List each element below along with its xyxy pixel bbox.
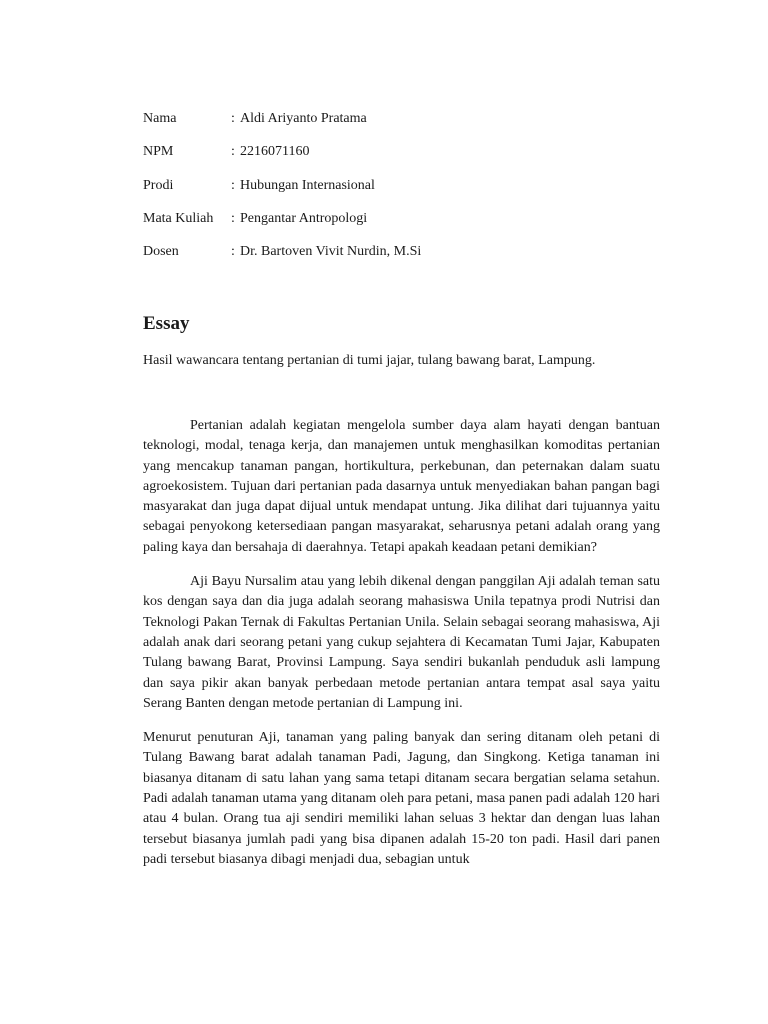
info-label: Mata Kuliah [143, 210, 214, 226]
essay-paragraph: Aji Bayu Nursalim atau yang lebih dikenal dengan panggilan Aji adalah teman satu kos dengan saya dan dia juga adalah seorang mahasiswa Unila tepatnya prodi Nutrisi dan Teknologi Pakan Ternak di Fakultas Pertanian Unila. Selain sebagai seorang mahasiswa, Aji adalah anak dari seorang petani yang cukup sejahtera di Kecamatan Tumi Jajar, Kabupaten Tulang bawang Barat, Provinsi Lampung. Saya sendiri bukanlah penduduk asli lampung dan saya pikir akan banyak perbedaan metode pertanian antara tempat asal saya yaitu Serang Banten dengan metode pertanian di Lampung ini. [143, 574, 660, 711]
essay-body [143, 416, 660, 884]
info-value: Pengantar Antropologi [240, 210, 368, 226]
info-row-prodi [143, 177, 663, 210]
info-separator: : [231, 210, 235, 226]
info-row-mata-kuliah [143, 210, 663, 243]
student-info-block [143, 110, 663, 276]
info-row-npm [143, 143, 663, 176]
essay-paragraph: Menurut penuturan Aji, tanaman yang paling banyak dan sering ditanam oleh petani di Tulang Bawang barat adalah tanaman Padi, Jagung, dan Singkong. Ketiga tanaman ini biasanya ditanam di satu lahan yang sama tetapi ditanam secara bergatian selama setahun. Padi adalah tanaman utama yang ditanam oleh para petani, masa panen padi adalah 120 hari atau 4 bulan. Orang tua aji sendiri memiliki lahan seluas 3 hektar dan dengan luas lahan tersebut biasanya jumlah padi yang bisa dipanen adalah 15-20 ton padi. Hasil dari panen padi tersebut biasanya dibagi menjadi dua, sebagian untuk [143, 730, 660, 867]
essay-heading: Essay [143, 313, 190, 334]
info-label: NPM [143, 144, 174, 160]
info-label: Prodi [143, 177, 174, 193]
essay-subtitle: Hasil wawancara tentang pertanian di tumi jajar, tulang bawang barat, Lampung. [143, 353, 596, 368]
info-separator: : [231, 111, 235, 126]
info-value: Aldi Ariyanto Pratama [240, 111, 367, 126]
essay-paragraph: Pertanian adalah kegiatan mengelola sumber daya alam hayati dengan bantuan teknologi, modal, tenaga kerja, dan manajemen untuk menghasilkan komoditas pertanian yang mencakup tanaman pangan, hortikultura, perkebunan, dan peternakan dalam suatu agroekosistem. Tujuan dari pertanian pada dasarnya untuk menyediakan bahan pangan bagi masyarakat dan juga dapat dijual untuk mendapat untung. Jika dilihat dari tujuannya yaitu sebagai penyokong ketersediaan pangan masyarakat, seharusnya petani adalah orang yang paling kaya dan bersahaja di daerahnya. Tetapi apakah keadaan petani demikian? [143, 418, 660, 555]
info-separator: : [231, 144, 235, 160]
info-value: 2216071160 [240, 144, 310, 160]
info-label: Nama [143, 111, 177, 126]
info-separator: : [231, 244, 235, 259]
info-separator: : [231, 177, 235, 193]
info-row-nama [143, 110, 663, 143]
info-value: Hubungan Internasional [240, 177, 375, 193]
info-row-dosen [143, 243, 663, 276]
info-label: Dosen [143, 244, 179, 259]
info-value: Dr. Bartoven Vivit Nurdin, M.Si [240, 244, 422, 259]
